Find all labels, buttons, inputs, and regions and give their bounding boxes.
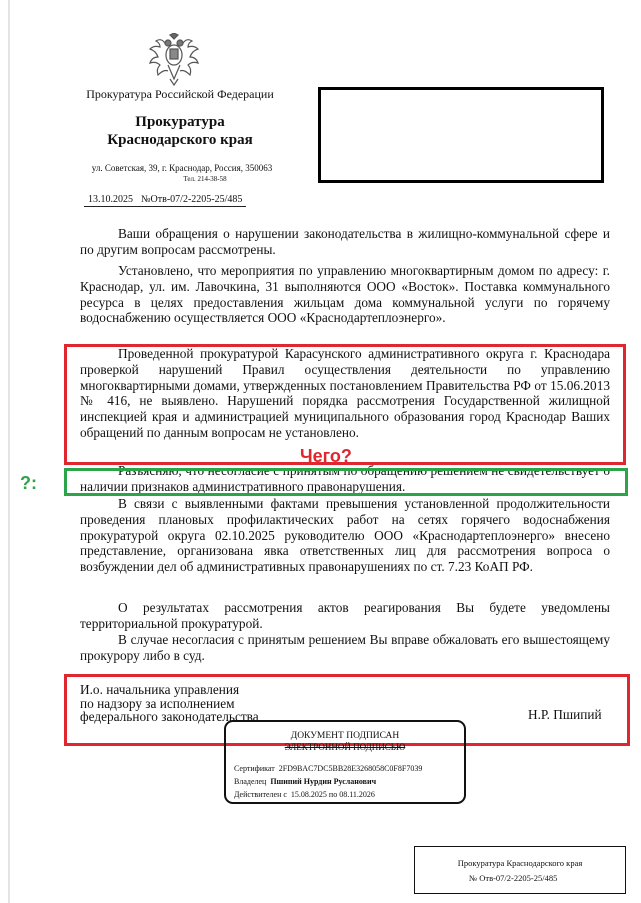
footer-office: Прокуратура Краснодарского края [457,858,583,868]
document-number: №Отв-07/2-2205-25/485 [137,194,246,207]
paragraph-5-text: В связи с выявленными фактами превышения установленной продолжительности проведения плановых профилактических работ на сетях горячего водоснабжения прокуратурой округа 02.10.2025 руководителю ООО «Краснодартеплоэнерго» внесено представление, организована явка ответственных лиц для рассмотрения вопроса о возбуждении дел об административных правонарушениях по ст. 7.23 КоАП РФ. [80,496,610,575]
office-title-line1: Прокуратура [135,114,225,130]
signatory-title-line2: по надзору за исполнением [80,695,235,711]
owner-value: Пшипий Нурдин Русланович [270,777,377,786]
paragraph-6 [80,600,610,632]
owner-label: Владелец [234,777,267,786]
office-title [95,113,265,149]
certificate-label: Сертификат [234,764,275,773]
coat-of-arms-icon [148,33,200,87]
electronic-signature-stamp [224,720,466,804]
stamp-validity [234,790,375,799]
stamp-subtitle: ЭЛЕКТРОННОЙ ПОДПИСЬЮ [284,742,406,752]
office-address: ул. Советская, 39, г. Краснодар, Россия, 350063 [91,163,273,173]
stamp-certificate [234,764,422,773]
paragraph-7 [80,632,610,664]
paragraph-5 [80,496,610,575]
paragraph-4-text: Разъясняю, что несогласие с принятым по обращению решением не свидетельствует о наличии признаков административного правонарушения. [80,463,610,494]
office-phone: Тел. 214-38-58 [183,175,227,183]
valid-to-label: по [328,790,338,799]
paragraph-3-text: Проведенной прокуратурой Карасунского административного округа г. Краснодара проверкой нарушений Правил осуществления деятельности по управлению многоквартирными домами, утвержденных постановлением Правительства РФ от 15.06.2013 № 416, не выявлено. Нарушений порядка рассмотрения Государственной жилищной инспекцией края и администрацией муниципального образования город Краснодар Ваших обращений по данным вопросам не установлено. [80,346,610,440]
agency-name: Прокуратура Российской Федерации [86,87,274,101]
highlight-green-paragraph [64,468,628,496]
annotation-chego: Чего? [300,446,352,466]
stamp-owner [234,777,376,786]
footer-number: № Отв-07/2-2205-25/485 [469,873,558,883]
valid-from: 15.08.2025 [290,790,327,799]
paragraph-1 [80,226,610,258]
signatory-title-line3: федерального законодательства [80,709,259,724]
paragraph-6-text: О результатах рассмотрения актов реагирования Вы будете уведомлены территориальной прокуратурой. [80,600,610,631]
paragraph-1-text: Ваши обращения о нарушении законодательства в жилищно-коммунальной сфере и по другим вопросам рассмотрены. [80,226,610,257]
paragraph-2 [80,263,610,326]
annotation-question: ?: [20,473,37,493]
paragraph-2-text: Установлено, что мероприятия по управлению многоквартирным домом по адресу: г. Краснодар, ул. им. Лавочкина, 31 выполняются ООО «Восток». Поставка коммунального ресурса в целях предоставления жильцам дома коммунальной услуги по горячему водоснабжению осуществляется ООО «Краснодартеплоэнерго». [80,263,610,326]
paragraph-7-text: В случае несогласия с принятым решением Вы вправе обжаловать его вышестоящему прокурору либо в суд. [80,632,610,663]
document-number-line [84,194,246,207]
signatory-name: Н.Р. Пшипий [528,707,602,722]
valid-label: Действителен с [234,790,287,799]
document-date: 13.10.2025 [84,194,137,207]
certificate-value: 2FD9BAC7DC5BB28E3268058C0F8F7039 [278,764,423,773]
signatory-title-line1: И.о. начальника управления [80,682,240,697]
redacted-recipient-box [318,87,604,183]
office-title-line2: Краснодарского края [107,132,253,148]
registration-footer-box [414,846,626,894]
stamp-title: ДОКУМЕНТ ПОДПИСАН [290,731,400,741]
valid-to: 08.11.2026 [339,790,375,799]
page-edge-line [8,0,10,903]
